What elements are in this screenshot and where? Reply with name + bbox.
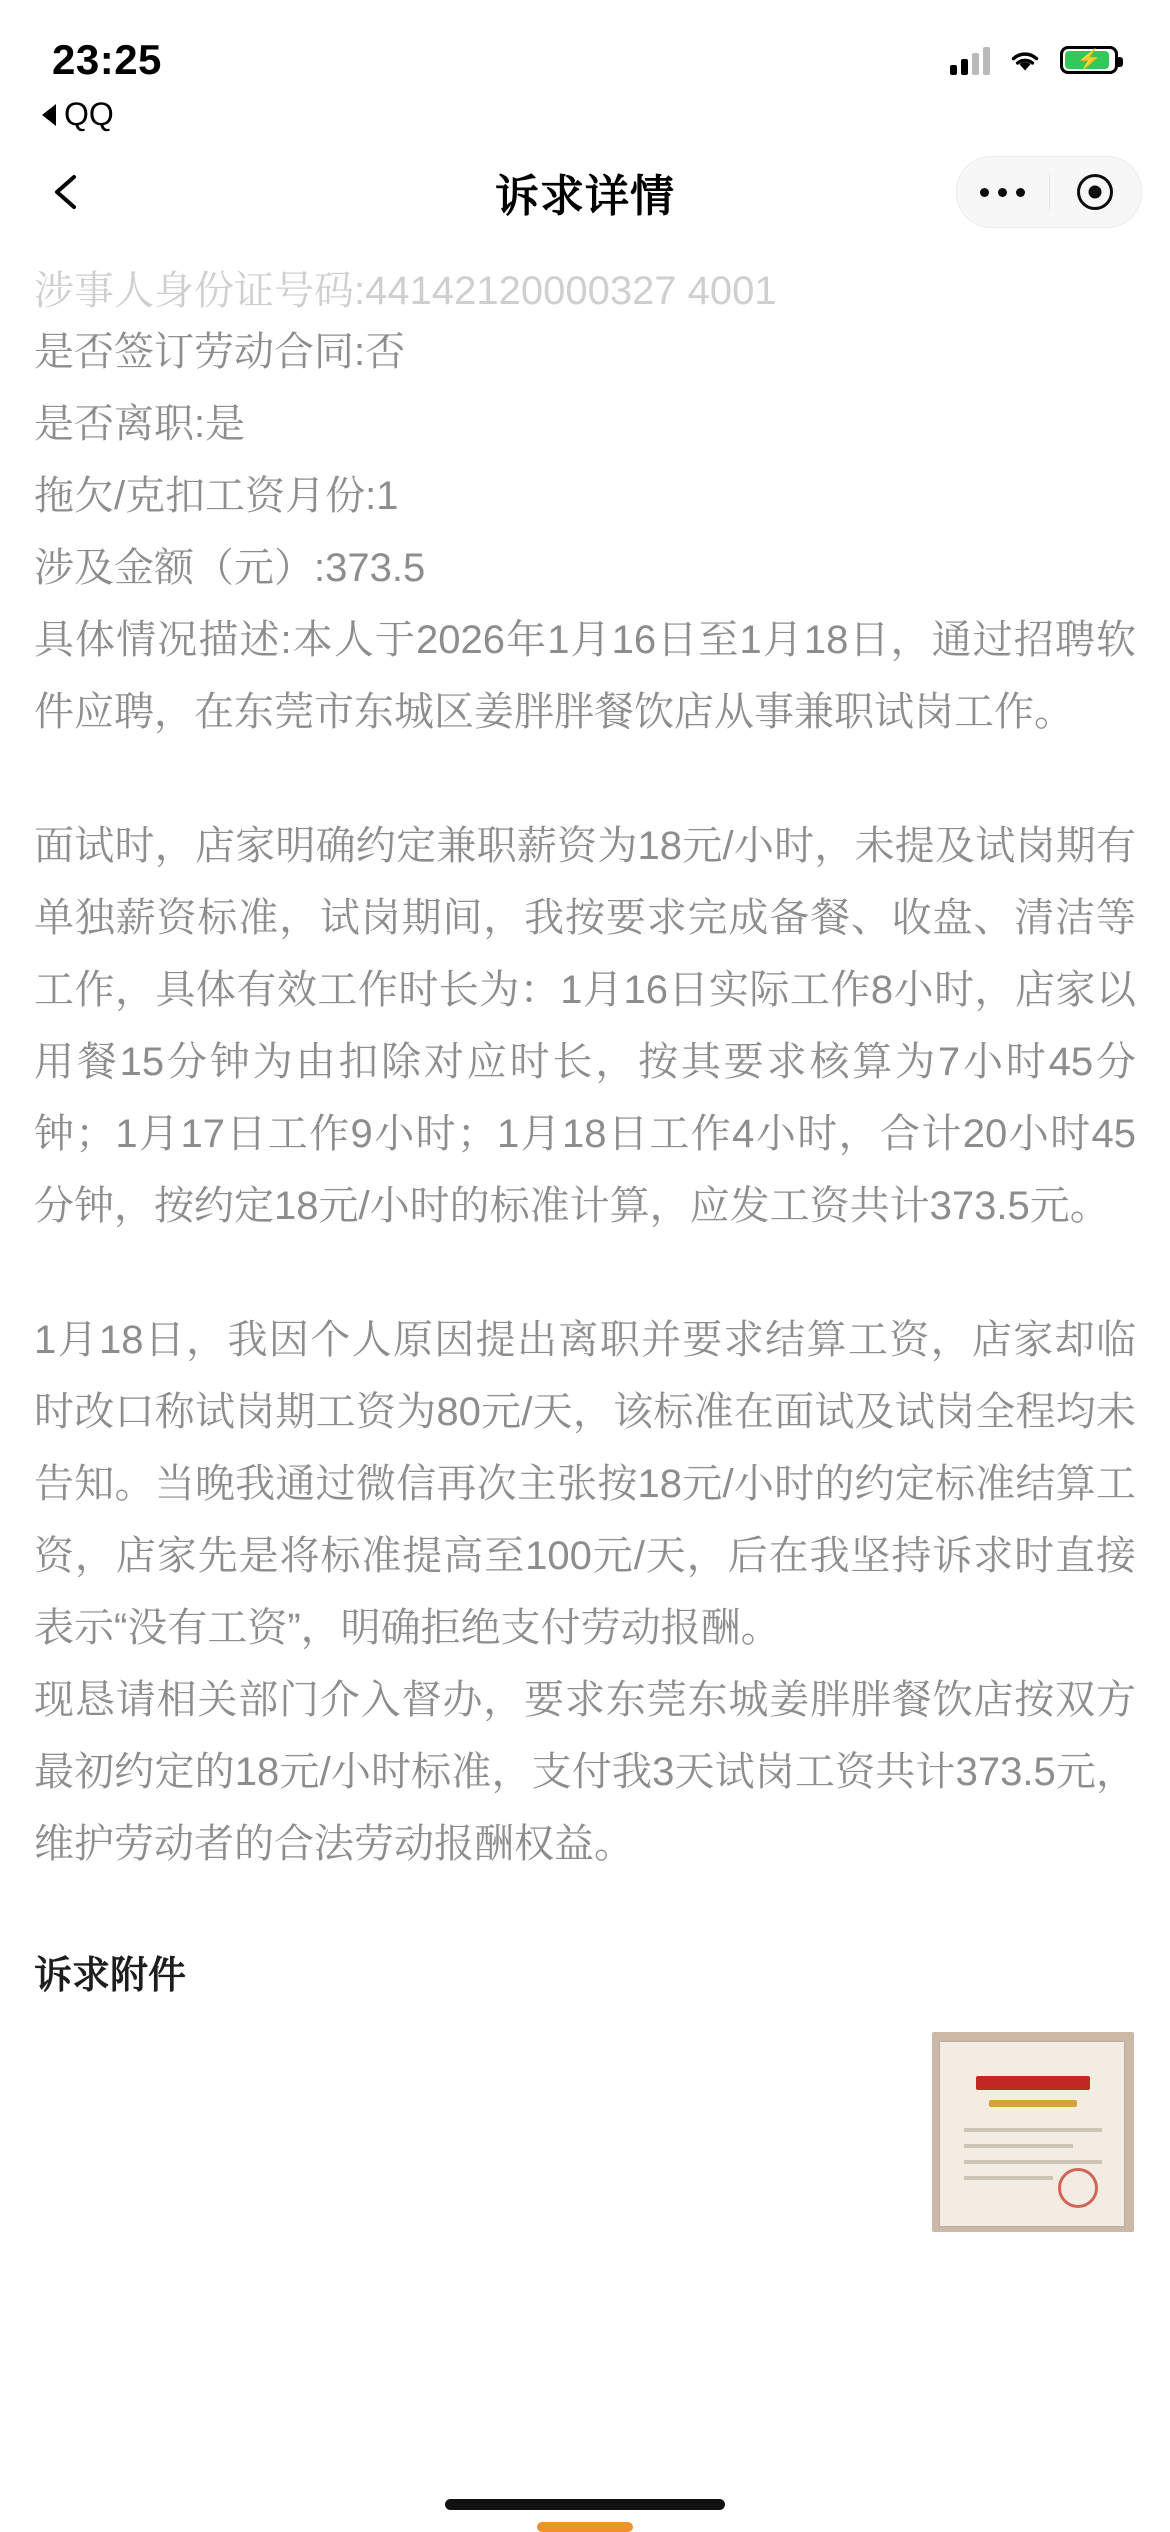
detail-scroll-area[interactable] xyxy=(0,269,1170,2532)
cellular-signal-icon xyxy=(950,45,990,75)
status-icons xyxy=(950,45,1118,75)
business-license-thumbnail[interactable] xyxy=(932,2032,1134,2232)
mini-program-capsule xyxy=(956,156,1142,228)
description-paragraph-4: 现恳请相关部门介入督办，要求东莞东城姜胖胖餐饮店按双方最初约定的18元/小时标准，支付我3天试岗工资共计373.5元，维护劳动者的合法劳动报酬权益。 xyxy=(34,1678,1136,1866)
license-text-line xyxy=(964,2128,1101,2132)
attachments-title: 诉求附件 xyxy=(34,1955,187,1997)
license-subheader-band xyxy=(989,2100,1078,2107)
clipped-id-row: 涉事人身份证号码:44142120000327 4001 xyxy=(34,269,777,313)
license-text-line xyxy=(964,2176,1053,2180)
more-dots-icon xyxy=(980,188,1025,197)
page-title: 诉求详情 xyxy=(495,172,675,221)
description-paragraph-2: 面试时，店家明确约定兼职薪资为18元/小时，未提及试岗期有单独薪资标准，试岗期间，我按要求完成备餐、收盘、清洁等工作，具体有效工作时长为：1月16日实际工作8小时，店家以用餐15分钟为由扣除对应时长，按其要求核算为7小时45分钟；1月17日工作9小时；1月18日工作4小时，合计20小时45分钟，按约定18元/小时的标准计算，应发工资共计373.5元。 xyxy=(34,824,1136,1228)
field-resigned: 是否离职:是 xyxy=(34,402,246,446)
license-text-line xyxy=(964,2160,1101,2164)
license-text-line xyxy=(964,2144,1073,2148)
close-mini-program-button[interactable] xyxy=(1050,157,1142,227)
attachments-list xyxy=(34,2032,1136,2232)
status-time: 23:25 xyxy=(52,36,162,83)
description-paragraph-3: 1月18日，我因个人原因提出离职并要求结算工资，店家却临时改口称试岗期工资为80元/天，该标准在面试及试岗全程均未告知。当晚我通过微信再次主张按18元/小时的约定标准结算工资，店家先是将标准提高至100元/天，后在我坚持诉求时直接表示“没有工资”，明确拒绝支付劳动报酬。 xyxy=(34,1318,1136,1650)
back-button[interactable] xyxy=(46,170,90,214)
license-paper xyxy=(940,2042,1124,2226)
back-to-app-button[interactable] xyxy=(42,96,114,133)
status-bar xyxy=(0,0,1170,104)
more-dots-button[interactable] xyxy=(957,157,1049,227)
battery-charging-icon: ⚡ xyxy=(1060,46,1118,74)
back-triangle-icon xyxy=(42,104,56,126)
mini-program-target-icon xyxy=(1077,174,1113,210)
wifi-icon xyxy=(1006,46,1044,74)
license-seal-icon xyxy=(1058,2168,1098,2208)
back-app-label: QQ xyxy=(64,96,114,132)
navigation-bar xyxy=(0,140,1170,244)
field-owed-months: 拖欠/克扣工资月份:1 xyxy=(34,474,399,518)
field-labor-contract: 是否签订劳动合同:否 xyxy=(34,330,406,374)
home-indicator[interactable] xyxy=(445,2499,725,2510)
field-amount: 涉及金额（元）:373.5 xyxy=(34,546,426,590)
license-header-band xyxy=(976,2076,1089,2090)
scroll-progress-bar xyxy=(537,2522,633,2532)
description-paragraph-1: 具体情况描述:本人于2026年1月16日至1月18日，通过招聘软件应聘，在东莞市东城区姜胖胖餐饮店从事兼职试岗工作。 xyxy=(34,618,1136,734)
